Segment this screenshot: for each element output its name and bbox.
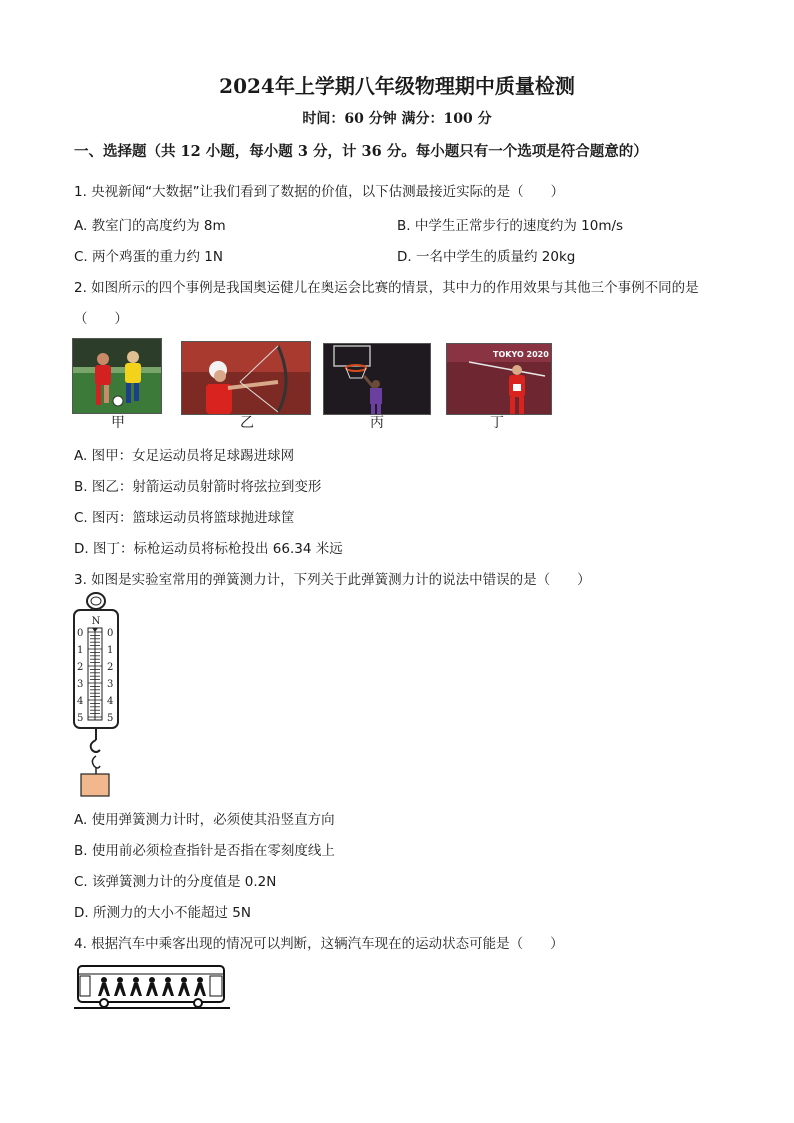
scale-left-3: 3 xyxy=(77,679,84,690)
bus-figure xyxy=(74,962,230,1012)
photo-caption-ding: 丁 xyxy=(490,415,504,431)
exam-meta: 时间：60 分钟 满分：100 分 xyxy=(302,111,492,127)
photo-banner-text: TOKYO 2020 xyxy=(493,350,549,359)
scale-left-0: 0 xyxy=(77,628,84,639)
photo-caption-jia: 甲 xyxy=(111,415,125,431)
question-3-option-c: C. 该弹簧测力计的分度值是 0.2N xyxy=(74,874,277,890)
scale-left-4: 4 xyxy=(77,696,84,707)
question-2-stem-line2: （ ） xyxy=(74,311,128,327)
spring-scale-figure xyxy=(68,590,128,802)
question-3-option-b: B. 使用前必须检查指针是否指在零刻度线上 xyxy=(74,843,335,859)
question-2-option-a: A. 图甲：女足运动员将足球踢进球网 xyxy=(74,448,295,464)
scale-left-1: 1 xyxy=(77,645,84,656)
photo-basketball xyxy=(323,343,431,415)
scale-unit-label: N xyxy=(91,616,101,627)
question-2-option-c: C. 图丙：篮球运动员将篮球抛进球筐 xyxy=(74,510,295,526)
scale-right-2: 2 xyxy=(107,662,114,673)
question-3-option-d: D. 所测力的大小不能超过 5N xyxy=(74,905,251,921)
scale-left-5: 5 xyxy=(77,713,84,724)
photo-archery xyxy=(181,341,311,415)
photo-caption-yi: 乙 xyxy=(240,415,254,431)
exam-title: 2024年上学期八年级物理期中质量检测 xyxy=(219,74,575,98)
scale-right-0: 0 xyxy=(107,628,114,639)
scale-right-3: 3 xyxy=(107,679,114,690)
question-2-stem-line1: 2. 如图所示的四个事例是我国奥运健儿在奥运会比赛的情景，其中力的作用效果与其他三个事例不同的是 xyxy=(74,280,699,296)
question-3-option-a: A. 使用弹簧测力计时，必须使其沿竖直方向 xyxy=(74,812,335,828)
question-1-option-a: A. 教室门的高度约为 8m xyxy=(74,218,226,234)
photo-caption-bing: 丙 xyxy=(370,415,384,431)
question-2-option-b: B. 图乙：射箭运动员射箭时将弦拉到变形 xyxy=(74,479,322,495)
question-2-option-d: D. 图丁：标枪运动员将标枪投出 66.34 米远 xyxy=(74,541,343,557)
scale-right-4: 4 xyxy=(107,696,114,707)
scale-left-2: 2 xyxy=(77,662,84,673)
question-1-option-d: D. 一名中学生的质量约 20kg xyxy=(397,249,576,265)
question-1-option-b: B. 中学生正常步行的速度约为 10m/s xyxy=(397,218,624,234)
section-heading: 一、选择题（共 12 小题，每小题 3 分，计 36 分。每小题只有一个选项是符合题意的） xyxy=(74,143,648,160)
scale-right-5: 5 xyxy=(107,713,114,724)
photo-javelin xyxy=(446,343,552,415)
question-1-stem: 1. 央视新闻“大数据”让我们看到了数据的价值，以下估测最接近实际的是（ ） xyxy=(74,184,565,200)
scale-right-1: 1 xyxy=(107,645,114,656)
question-3-stem: 3. 如图是实验室常用的弹簧测力计，下列关于此弹簧测力计的说法中错误的是（ ） xyxy=(74,572,591,588)
photo-football xyxy=(72,338,162,414)
question-4-stem: 4. 根据汽车中乘客出现的情况可以判断，这辆汽车现在的运动状态可能是（ ） xyxy=(74,936,564,952)
question-1-option-c: C. 两个鸡蛋的重力约 1N xyxy=(74,249,223,265)
